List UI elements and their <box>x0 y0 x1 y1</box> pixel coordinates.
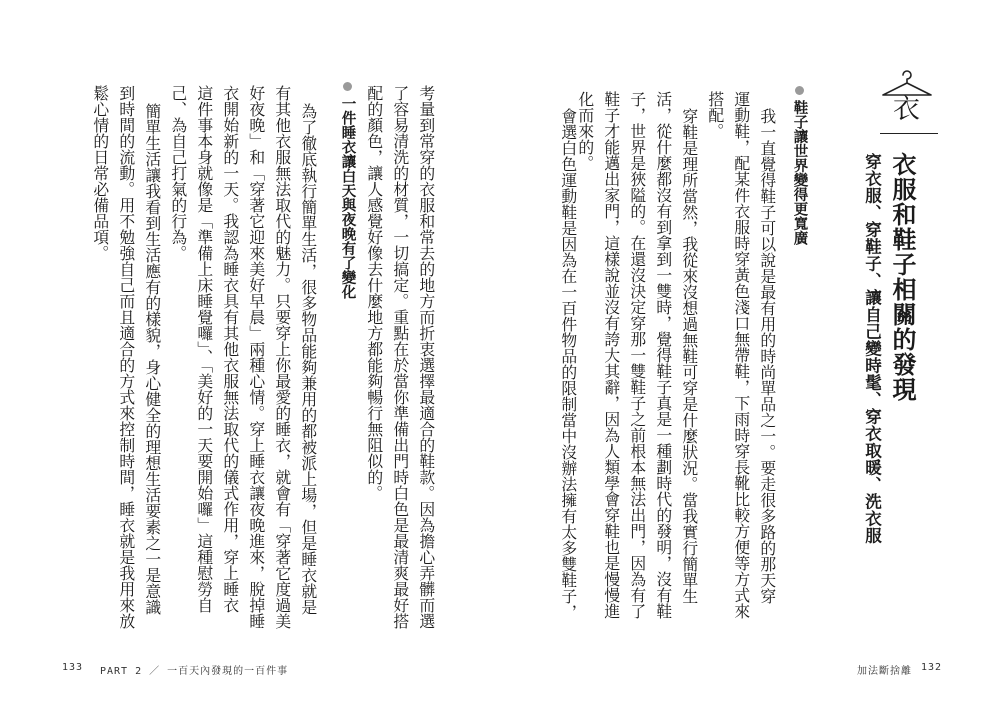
text-column: 活，從什麼都沒有到拿到一雙時，覺得鞋子真是一種劃時代的發明，沒有鞋 <box>653 91 673 619</box>
text-column: 穿鞋是理所當然，我從來沒想過無鞋可穿是什麼狀況。當我實行簡單生 <box>679 108 699 604</box>
text-column: 我一直覺得鞋子可以說是最有用的時尚單品之一。要走很多路的那天穿 <box>757 108 777 604</box>
text-column: 這件事本身就像是「準備上床睡覺囉」、「美好的一天要開始囉」這種慰勞自 <box>194 85 214 614</box>
text-column: 考量到常穿的衣服和常去的地方而折衷選擇最適合的鞋款。因為擔心弄髒而選 <box>416 85 436 629</box>
section-bullet <box>795 86 804 95</box>
text-column: 子，世界是狹隘的。在還沒決定穿那一雙鞋子之前根本無法出門，因為有了 <box>627 91 647 619</box>
text-column: 到時間的流動。用不勉強自己而且適合的方式來控制時間，睡衣就是我用來放 <box>116 85 136 629</box>
text-column: 己、為自己打氣的行為。 <box>168 85 188 261</box>
running-footer-left: PART 2 ／ 一百天內發現的一百件事 <box>100 666 289 677</box>
chapter-title: 衣服和鞋子相關的發現 <box>888 152 916 402</box>
text-column: 運動鞋，配某件衣服時穿黃色淺口無帶鞋，下雨時穿長靴比較方便等方式來 <box>731 91 751 619</box>
text-column: 鞋子才能邁出家門，這樣說並沒有誇大其辭，因為人類學會穿鞋也是慢慢進 <box>601 91 621 619</box>
text-column: 衣開始新的一天。我認為睡衣具有其他衣服無法取代的儀式作用，穿上睡衣 <box>220 85 240 613</box>
text-column: 為了徹底執行簡單生活，很多物品能夠兼用的都被派上場，但是睡衣就是 <box>298 103 318 615</box>
section-bullet <box>343 82 352 91</box>
text-column: 搭配。 <box>705 91 725 139</box>
section-heading-shoes: 鞋子讓世界變得更寬廣 <box>791 100 808 245</box>
page-number-right: 132 <box>921 662 943 673</box>
text-column: 好夜晚」和「穿著它迎來美好早晨」兩種心情。穿上睡衣讓夜晚進來，脫掉睡 <box>246 85 266 629</box>
chapter-rule <box>880 133 938 134</box>
text-column: 了容易清洗的材質，一切搞定。重點在於當你準備出門時白色是最清爽最好搭 <box>390 85 410 629</box>
text-column: 會選白色運動鞋是因為在一百件物品的限制當中沒辦法擁有太多雙鞋子， <box>558 108 578 620</box>
running-footer-right: 加法斷捨離 <box>857 666 912 677</box>
page-number-left: 133 <box>62 662 84 673</box>
text-column: 簡單生活讓我看到生活應有的樣貌，身心健全的理想生活要素之一是意識 <box>142 103 162 615</box>
text-column: 配的顏色，讓人感覺好像去什麼地方都能夠暢行無阻似的。 <box>364 85 384 501</box>
text-column: 化而來的。 <box>575 91 595 171</box>
text-column: 鬆心情的日常必備品項。 <box>90 85 110 261</box>
text-column: 有其他衣服無法取代的魅力。只要穿上你最愛的睡衣，就會有「穿著它度過美 <box>272 85 292 629</box>
chapter-char: 衣 <box>893 94 920 125</box>
chapter-subtitle: 穿衣服、穿鞋子、讓自己變時髦、穿衣取暖、洗衣服 <box>862 153 882 544</box>
section-heading-pajamas: 一件睡衣讓白天與夜晚有了變化 <box>339 96 356 299</box>
